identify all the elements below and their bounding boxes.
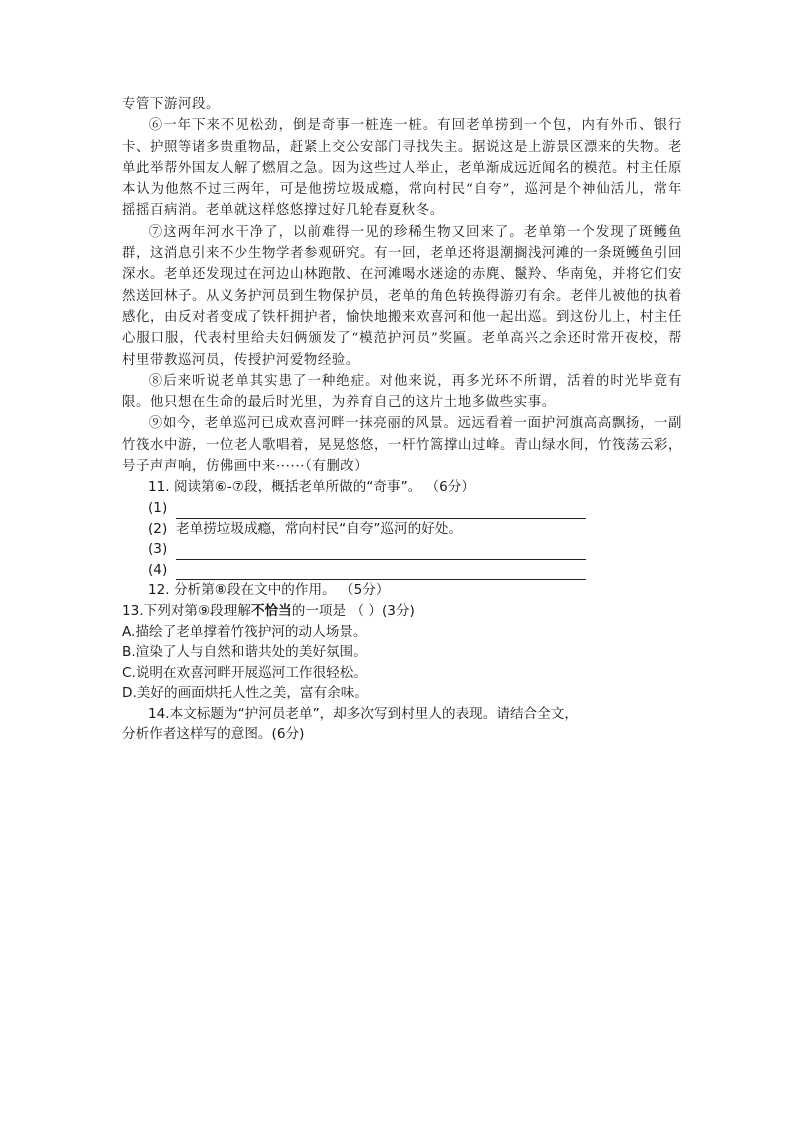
question-11 <box>122 477 682 498</box>
answer-line-1[interactable] <box>122 498 682 519</box>
paragraph-9: ⑨如今，老单巡河已成欢喜河畔一抹亮丽的风景。远远看着一面护河旗高高飘扬，一副竹筏水中游，一位老人歌唱着，晃晃悠悠，一杆竹篙撑山过峰。青山绿水间，竹筏荡云彩，号子声声响，仿佛画中来······（有删改） <box>122 416 682 475</box>
question-12 <box>122 580 682 601</box>
answer-line-3[interactable] <box>122 539 682 560</box>
answer-line-number: (3) <box>148 541 168 558</box>
question-13-tail: 的一项是 （ ）(3分) <box>291 602 415 619</box>
question-13-emphasis: 不恰当 <box>250 602 292 619</box>
paragraph-7: ⑦这两年河水干净了，以前难得一见的珍稀生物又回来了。老单第一个发现了斑鳠鱼群，这消息引来不少生物学者参观研究。有一回，老单还将退潮搁浅河滩的一条斑鳠鱼引回深水。老单还发现过在河边山林跑散、在河滩喝水迷途的赤麂、鬣羚、华南兔，并将它们安然送回林子。从义务护河员到生物保护员，老单的角色转换得游刃有余。老伴儿被他的执着感化，由反对者变成了铁杆拥护者，愉快地搬来欢喜河和他一起出巡。到这份儿上，村主任心服口服，代表村里给夫妇俩颁发了“模范护河员”奖匾。老单高兴之余还时常开夜校，帮村里带教巡河员，传授护河爱物经验。 <box>122 224 682 368</box>
question-13 <box>122 601 682 622</box>
article-body <box>122 94 682 477</box>
questions-section <box>122 477 682 745</box>
answer-line-2 <box>122 519 682 540</box>
option-b: B.渲染了人与自然和谐共处的美好氛围。 <box>122 644 367 661</box>
paragraph-6: ⑥一年下来不见松劲，倒是奇事一桩连一桩。有回老单捞到一个包，内有外币、银行卡、护照等诸多贵重物品，赶紧上交公安部门寻找失主。据说这是上游景区漂来的失物。老单此举帮外国友人解了燃眉之急。因为这些过人举止，老单渐成远近闻名的模范。村主任原本认为他熬不过三两年，可是他捞垃圾成瘾，常向村民“自夸”，巡河是个神仙活儿，常年摇摇百病消。老单就这样悠悠撑过好几轮春夏秋冬。 <box>122 118 682 219</box>
question-11-score: （6分） <box>425 479 475 496</box>
option-d: D.美好的画面烘托人性之美，富有余味。 <box>122 685 368 702</box>
answer-line-number: (4) <box>148 561 168 578</box>
answer-text: 老单捞垃圾成瘾，常向村民“自夸”巡河的好处。 <box>176 520 462 537</box>
paragraph-continued: 专管下游河段。 <box>122 97 220 112</box>
question-11-text: 11. 阅读第⑥-⑦段，概括老单所做的“奇事”。 <box>148 479 422 496</box>
paragraph-8: ⑧后来听说老单其实患了一种绝症。对他来说，再多光环不所谓，活着的时光毕竟有限。他只想在生命的最后时光里，为养育自己的这片土地多做些实事。 <box>122 373 682 411</box>
question-14-line-1: 14.本文标题为“护河员老单”，却多次写到村里人的表现。请结合全文， <box>148 705 578 722</box>
answer-line-number: (2) <box>148 520 168 537</box>
exam-page <box>122 94 682 745</box>
question-14-line-2: 分析作者这样写的意图。(6分) <box>122 726 305 743</box>
answer-blank[interactable] <box>176 544 586 560</box>
question-12-text: 12. 分析第⑧段在文中的作用。 <box>148 582 336 599</box>
option-c: C.说明在欢喜河畔开展巡河工作很轻松。 <box>122 664 367 681</box>
question-12-score: （5分） <box>340 582 390 599</box>
option-a: A.描绘了老单撑着竹筏护河的动人场景。 <box>122 623 367 640</box>
question-13-text: 13.下列对第⑨段理解 <box>122 602 251 619</box>
answer-blank[interactable] <box>176 503 586 519</box>
answer-line-4[interactable] <box>122 560 682 581</box>
answer-line-number: (1) <box>148 499 168 516</box>
answer-blank[interactable] <box>176 564 586 580</box>
